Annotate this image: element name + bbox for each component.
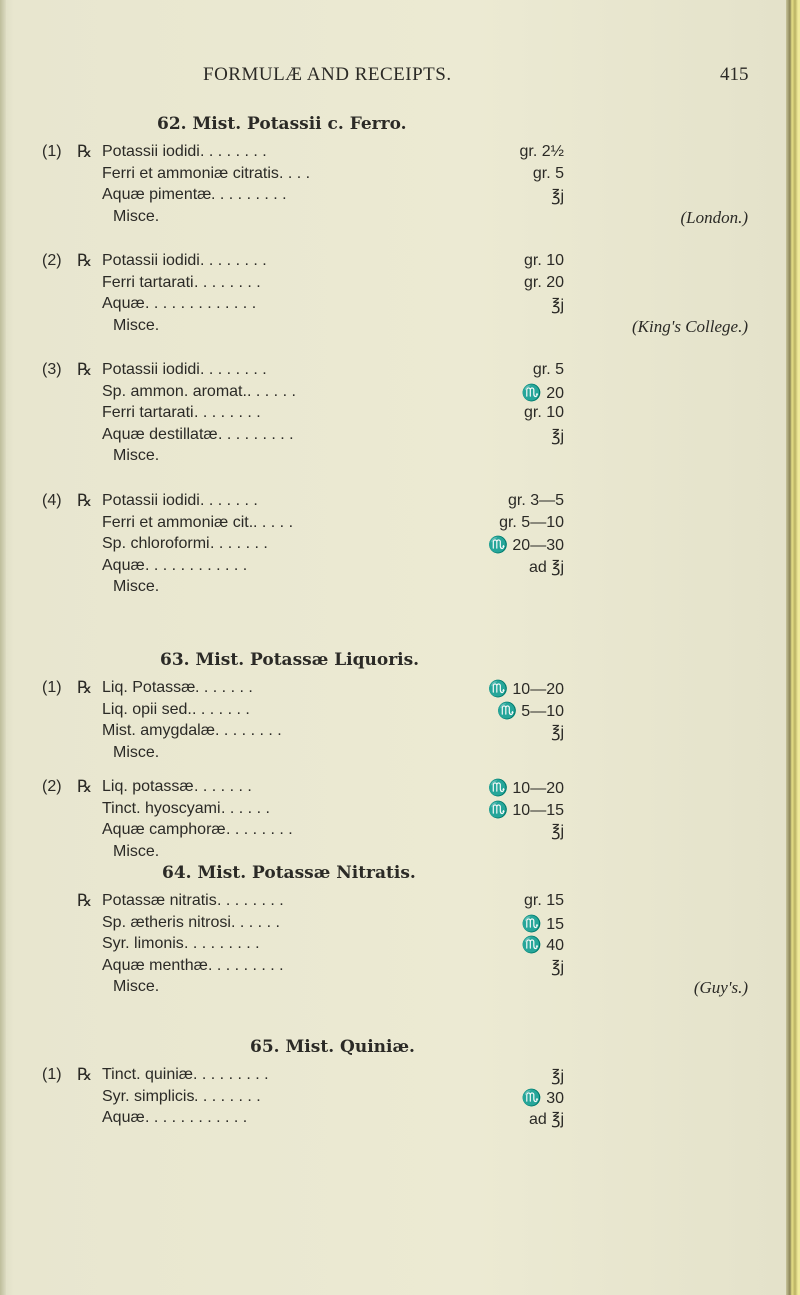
ingredient-quantity: ♏ 10—20 <box>488 681 564 698</box>
ingredient-name: Syr. simplicis <box>102 1087 195 1105</box>
ingredient-row <box>102 514 564 534</box>
recipe-symbol: ℞ <box>77 251 93 270</box>
leader-dots: . . . . . . . . <box>194 273 261 291</box>
ingredient-quantity: gr. 3—5 <box>507 492 564 509</box>
recipe-number: (1) <box>42 143 62 160</box>
ingredient-quantity: ♏ 10—20 <box>488 780 564 797</box>
page-gutter-edge <box>0 0 6 1295</box>
ingredient-name: Ferri tartarati <box>102 273 194 291</box>
ingredient-name: Sp. chloroformi <box>102 535 210 552</box>
ingredient-name: Aquæ camphoræ <box>102 821 226 838</box>
ingredient-row <box>102 295 564 315</box>
ingredient-quantity: gr. 5—10 <box>499 513 564 531</box>
misce-instruction: Misce. <box>113 316 160 334</box>
ingredient-quantity: ℥j <box>551 297 564 314</box>
misce-instruction: Misce. <box>113 743 160 761</box>
ingredient-name: Liq. Potassæ <box>102 679 196 696</box>
recipe-number: (1) <box>42 1066 62 1083</box>
leader-dots: . . . . . . . . . <box>184 935 260 952</box>
leader-dots: . . . . . . . . <box>200 143 267 160</box>
ingredient-row <box>102 778 564 798</box>
recipe-symbol: ℞ <box>77 491 93 510</box>
ingredient-row <box>102 361 564 381</box>
source-note: (London.) <box>680 207 748 227</box>
ingredient-name: Liq. opii sed. <box>102 700 192 718</box>
ingredient-quantity: gr. 15 <box>523 892 564 909</box>
ingredient-quantity: gr. 10 <box>523 404 564 421</box>
ingredient-quantity: gr. 20 <box>523 273 564 291</box>
ingredient-quantity: ℥j <box>551 188 564 205</box>
ingredient-name: Aquæ pimentæ <box>102 186 212 203</box>
misce-instruction: Misce. <box>113 207 160 225</box>
recipe-number: (3) <box>42 361 62 378</box>
ingredient-row <box>102 1109 564 1129</box>
ingredient-row <box>102 892 564 912</box>
recipe-symbol: ℞ <box>77 777 93 796</box>
ingredient-name: Sp. ætheris nitrosi <box>102 913 231 931</box>
recipe-symbol: ℞ <box>77 1065 93 1084</box>
ingredient-row <box>102 274 564 294</box>
ingredient-name: Aquæ <box>102 295 145 312</box>
leader-dots: . . . . . . . . <box>217 892 284 909</box>
ingredient-row <box>102 557 564 577</box>
recipe-number: (4) <box>42 492 62 509</box>
ingredient-row <box>102 957 564 977</box>
leader-dots: . . . . . . . . <box>215 722 282 739</box>
ingredient-quantity: ℥j <box>551 958 564 976</box>
ingredient-name: Syr. limonis <box>102 935 184 952</box>
source-note: (King's College.) <box>631 316 748 336</box>
page-number: 415 <box>720 64 749 85</box>
ingredient-quantity: ad ℥j <box>528 1111 564 1128</box>
leader-dots: . . . . . . . . . . . . <box>145 556 248 574</box>
leader-dots: . . . . . . . . <box>200 361 267 378</box>
ingredient-row <box>102 426 564 446</box>
recipe-number: (1) <box>42 679 62 696</box>
leader-dots: . . . . <box>279 164 311 182</box>
leader-dots: . . . . . . . . . <box>218 425 294 443</box>
ingredient-quantity: ℥j <box>551 724 564 741</box>
misce-instruction: Misce. <box>113 978 160 995</box>
ingredient-quantity: ♏ 5—10 <box>496 702 564 720</box>
leader-dots: . . . . . . . . . <box>208 956 284 974</box>
ingredient-quantity: ℥j <box>551 427 564 445</box>
ingredient-quantity: ♏ 20—30 <box>488 537 564 554</box>
ingredient-name: Aquæ <box>102 556 145 574</box>
section-heading: 65. Mist. Quiniæ. <box>250 1037 415 1057</box>
recipe-symbol: ℞ <box>77 142 93 161</box>
misce-instruction: Misce. <box>113 578 160 595</box>
ingredient-quantity: ♏ 20 <box>521 384 564 402</box>
ingredient-row <box>102 821 564 841</box>
section-heading: 64. Mist. Potassæ Nitratis. <box>162 863 416 883</box>
ingredient-row <box>102 701 564 721</box>
leader-dots: . . . . . . . <box>192 700 250 718</box>
leader-dots: . . . . . . . . <box>200 252 267 269</box>
leader-dots: . . . . . . . . <box>226 821 293 838</box>
ingredient-quantity: gr. 2½ <box>519 143 564 160</box>
ingredient-quantity: gr. 5 <box>532 361 564 378</box>
ingredient-row <box>102 492 564 512</box>
ingredient-row <box>102 165 564 185</box>
ingredient-name: Liq. potassæ <box>102 778 194 795</box>
running-title: FORMULÆ AND RECEIPTS. <box>203 64 452 85</box>
ingredient-row <box>102 535 564 555</box>
leader-dots: . . . . . . . <box>195 679 253 696</box>
leader-dots: . . . . . . <box>231 913 280 931</box>
ingredient-row <box>102 935 564 955</box>
misce-instruction: Misce. <box>113 447 160 464</box>
ingredient-row <box>102 914 564 934</box>
recipe-symbol: ℞ <box>77 891 93 910</box>
ingredient-name: Aquæ destillatæ <box>102 425 218 443</box>
ingredient-quantity: ♏ 15 <box>521 915 564 933</box>
leader-dots: . . . . . . . . <box>194 1087 261 1105</box>
ingredient-row <box>102 383 564 403</box>
ingredient-name: Aquæ <box>102 1109 145 1126</box>
leader-dots: . . . . . . . <box>194 778 252 795</box>
ingredient-row <box>102 800 564 820</box>
ingredient-name: Ferri tartarati <box>102 404 194 421</box>
leader-dots: . . . . . <box>253 513 294 531</box>
ingredient-quantity: ℥j <box>551 1068 564 1085</box>
leader-dots: . . . . . . . . . . . . . <box>145 295 257 312</box>
section-heading: 62. Mist. Potassii c. Ferro. <box>157 114 407 134</box>
ingredient-quantity: ♏ 10—15 <box>488 801 564 819</box>
ingredient-name: Potassii iodidi <box>102 252 200 269</box>
ingredient-row <box>102 1066 564 1086</box>
ingredient-name: Potassii iodidi <box>102 143 200 160</box>
ingredient-quantity: ad ℥j <box>528 558 564 576</box>
ingredient-quantity: gr. 5 <box>532 164 564 182</box>
ingredient-quantity: ♏ 30 <box>521 1089 564 1107</box>
ingredient-name: Ferri et ammoniæ citratis <box>102 164 279 182</box>
ingredient-name: Tinct. quiniæ <box>102 1066 193 1083</box>
section-heading: 63. Mist. Potassæ Liquoris. <box>160 650 420 670</box>
misce-instruction: Misce. <box>113 842 160 860</box>
leader-dots: . . . . . . . <box>210 535 268 552</box>
leader-dots: . . . . . . . . . . . . <box>145 1109 248 1126</box>
ingredient-name: Tinct. hyoscyami <box>102 799 221 817</box>
ingredient-row <box>102 722 564 742</box>
ingredient-row <box>102 143 564 163</box>
ingredient-row <box>102 679 564 699</box>
ingredient-name: Potassii iodidi <box>102 361 200 378</box>
leader-dots: . . . . . . . . <box>194 404 261 421</box>
ingredient-quantity: gr. 10 <box>523 252 564 269</box>
ingredient-row <box>102 1088 564 1108</box>
ingredient-quantity: ℥j <box>551 823 564 840</box>
leader-dots: . . . . . . . <box>200 492 258 509</box>
ingredient-quantity: ♏ 40 <box>521 937 564 954</box>
recipe-symbol: ℞ <box>77 360 93 379</box>
ingredient-name: Potassæ nitratis <box>102 892 217 909</box>
ingredient-row <box>102 252 564 272</box>
leader-dots: . . . . . . <box>221 799 270 817</box>
ingredient-row <box>102 186 564 206</box>
source-note: (Guy's.) <box>693 978 748 997</box>
leader-dots: . . . . . . . . . <box>193 1066 269 1083</box>
ingredient-name: Ferri et ammoniæ cit. <box>102 513 254 531</box>
ingredient-name: Potassii iodidi <box>102 492 200 509</box>
leader-dots: . . . . . . <box>247 382 296 400</box>
ingredient-name: Aquæ menthæ <box>102 956 208 974</box>
page-header <box>0 64 786 94</box>
ingredient-row <box>102 404 564 424</box>
ingredient-name: Mist. amygdalæ <box>102 722 215 739</box>
leader-dots: . . . . . . . . . <box>211 186 287 203</box>
recipe-symbol: ℞ <box>77 678 93 697</box>
ingredient-name: Sp. ammon. aromat. <box>102 382 247 400</box>
book-binding-edge <box>786 0 800 1295</box>
recipe-number: (2) <box>42 252 62 269</box>
recipe-number: (2) <box>42 778 62 795</box>
